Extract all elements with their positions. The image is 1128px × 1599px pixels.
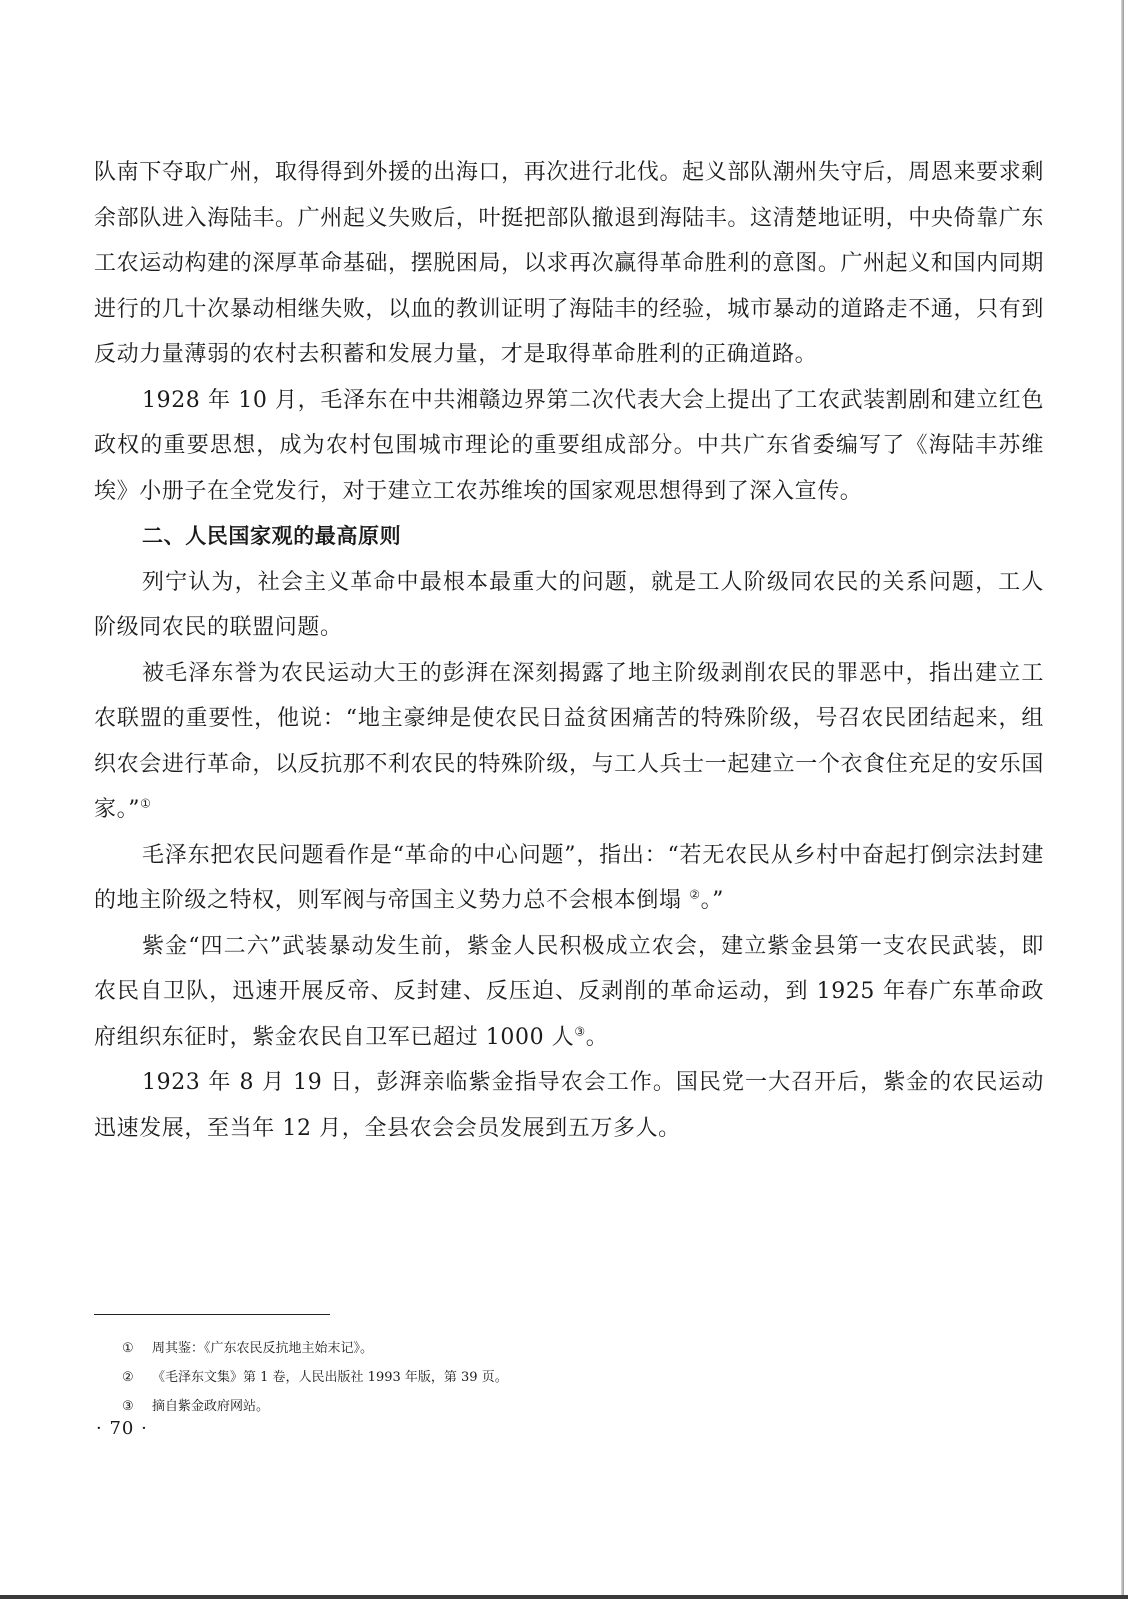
scan-edge-bottom (0, 1595, 1128, 1599)
heading-text: 二、人民国家观的最高原则 (142, 524, 402, 548)
paragraph-3 (94, 560, 1044, 651)
paragraph-text-tail: 。 (585, 1024, 609, 1050)
paragraph-text: 列宁认为，社会主义革命中最根本最重大的问题，就是工人阶级同农民的关系问题，工人阶级同农民的联盟问题。 (94, 569, 1044, 640)
paragraph-text: 队南下夺取广州，取得得到外援的出海口，再次进行北伐。起义部队潮州失守后，周恩来要求剩余部队进入海陆丰。广州起义失败后，叶挺把部队撤退到海陆丰。这清楚地证明，中央倚靠广东工农运动构建的深厚革命基础，摆脱困局，以求再次赢得革命胜利的意图。广州起义和国内同期进行的几十次暴动相继失败，以血的教训证明了海陆丰的经验，城市暴动的道路走不通，只有到反动力量薄弱的农村去积蓄和发展力量，才是取得革命胜利的正确道路。 (94, 160, 1044, 367)
paragraph-5 (94, 833, 1044, 924)
paragraph-4 (94, 651, 1044, 833)
footnote-mark: ③ (122, 1399, 134, 1414)
page-number: · 70 · (96, 1418, 148, 1439)
paragraph-7 (94, 1060, 1044, 1151)
footnote-ref-3[interactable]: ③ (574, 1024, 586, 1039)
paragraph-text: 1928 年 10 月，毛泽东在中共湘赣边界第二次代表大会上提出了工农武装割剧和建立红色政权的重要思想，成为农村包围城市理论的重要组成部分。中共广东省委编写了《海陆丰苏维埃》小册子在全党发行，对于建立工农苏维埃的国家观思想得到了深入宣传。 (94, 387, 1044, 504)
body-text (94, 150, 1044, 1151)
paragraph-text: 紫金“四二六”武装暴动发生前，紫金人民积极成立农会，建立紫金县第一支农民武装，即农民自卫队，迅速开展反帝、反封建、反压迫、反剥削的革命运动，到 1925 年春广东革命政府组织东征时，紫金农民自卫军已超过 1000 人 (94, 933, 1044, 1050)
footnote-ref-2[interactable]: ② (689, 887, 701, 902)
footnote-1 (122, 1334, 922, 1363)
footnote-mark: ① (122, 1341, 134, 1356)
paragraph-text: 1923 年 8 月 19 日，彭湃亲临紫金指导农会工作。国民党一大召开后，紫金的农民运动迅速发展，至当年 12 月，全县农会会员发展到五万多人。 (94, 1070, 1044, 1141)
paragraph-text-tail: 。” (700, 888, 725, 913)
footnote-mark: ② (122, 1370, 134, 1385)
footnote-text: 《毛泽东文集》第 1 卷，人民出版社 1993 年版，第 39 页。 (152, 1370, 508, 1385)
footnote-text: 周其鉴：《广东农民反抗地主始末记》。 (152, 1341, 374, 1356)
scan-edge-right (1121, 0, 1124, 1599)
paragraph-1 (94, 150, 1044, 378)
paragraph-2 (94, 378, 1044, 515)
footnote-ref-1[interactable]: ① (140, 796, 152, 811)
footnotes (122, 1334, 922, 1421)
paragraph-text: 毛泽东把农民问题看作是“革命的中心问题”，指出：“若无农民从乡村中奋起打倒宗法封建的地主阶级之特权，则军阀与帝国主义势力总不会根本倒塌 (94, 842, 1044, 913)
footnote-2 (122, 1363, 922, 1392)
footnote-divider (94, 1314, 330, 1315)
paragraph-6 (94, 924, 1044, 1061)
footnote-3 (122, 1392, 922, 1421)
section-heading (94, 514, 1044, 560)
paragraph-text: 被毛泽东誉为农民运动大王的彭湃在深刻揭露了地主阶级剥削农民的罪恶中，指出建立工农联盟的重要性，他说：“地主豪绅是使农民日益贫困痛苦的特殊阶级，号召农民团结起来，组织农会进行革命，以反抗那不利农民的特殊阶级，与工人兵士一起建立一个衣食住充足的安乐国家。” (94, 660, 1044, 822)
footnote-text: 摘自紫金政府网站。 (152, 1399, 270, 1414)
